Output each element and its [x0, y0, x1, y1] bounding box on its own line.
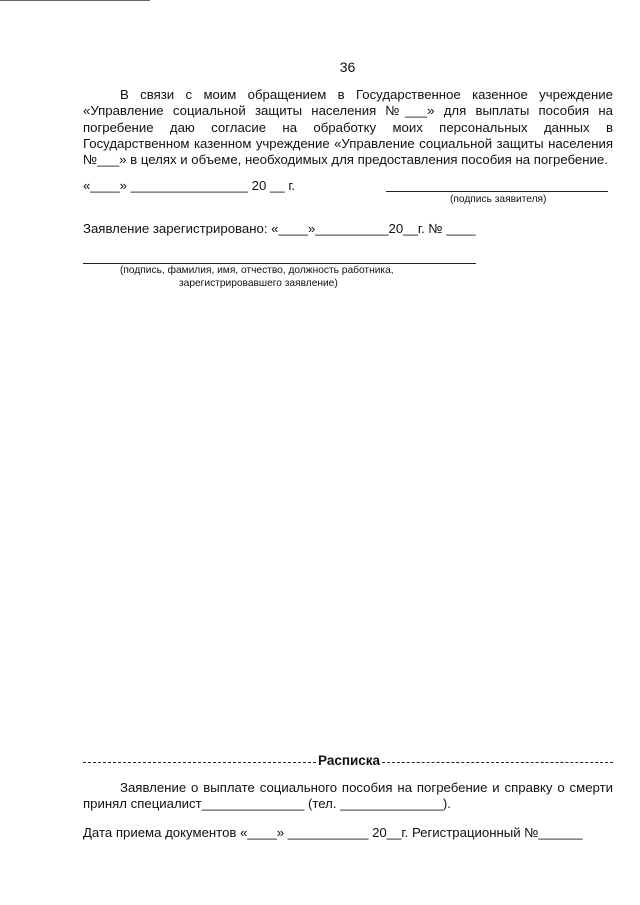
date-line: «____» ________________ 20 __ г.: [83, 178, 296, 193]
page-number: 36: [339, 59, 356, 75]
registered-line: Заявление зарегистрировано: «____»__________20__г. № ____: [83, 221, 476, 236]
worker-signature-line: [83, 263, 476, 264]
receipt-title: Расписка: [318, 753, 381, 768]
signature-line: [386, 191, 608, 192]
worker-caption-line1: (подпись, фамилия, имя, отчество, должность работника,: [120, 265, 394, 276]
receipt-dash-left: [83, 762, 316, 763]
receipt-date-line: Дата приема документов «____» ___________ 20__г. Регистрационный №______: [83, 825, 583, 840]
signature-caption: (подпись заявителя): [450, 194, 547, 205]
worker-caption-line2: зарегистрировавшего заявление): [179, 278, 338, 289]
consent-text: В связи с моим обращением в Государственное казенное учреждение «Управление социальной защиты населения №___» для выплаты пособия на погребение даю согласие на обработку моих персональных данных в Государственном казенном учреждение «Управление социальной защиты населения №___» в целях и объеме, необходимых для предоставления пособия на погребение.: [83, 87, 613, 168]
top-edge-line: [0, 0, 150, 1]
receipt-dash-right: [382, 762, 613, 763]
receipt-paragraph: [83, 780, 613, 813]
consent-paragraph: [83, 87, 613, 168]
receipt-text: Заявление о выплате социального пособия на погребение и справку о смерти принял специалист______________ (тел. ______________).: [83, 780, 613, 812]
